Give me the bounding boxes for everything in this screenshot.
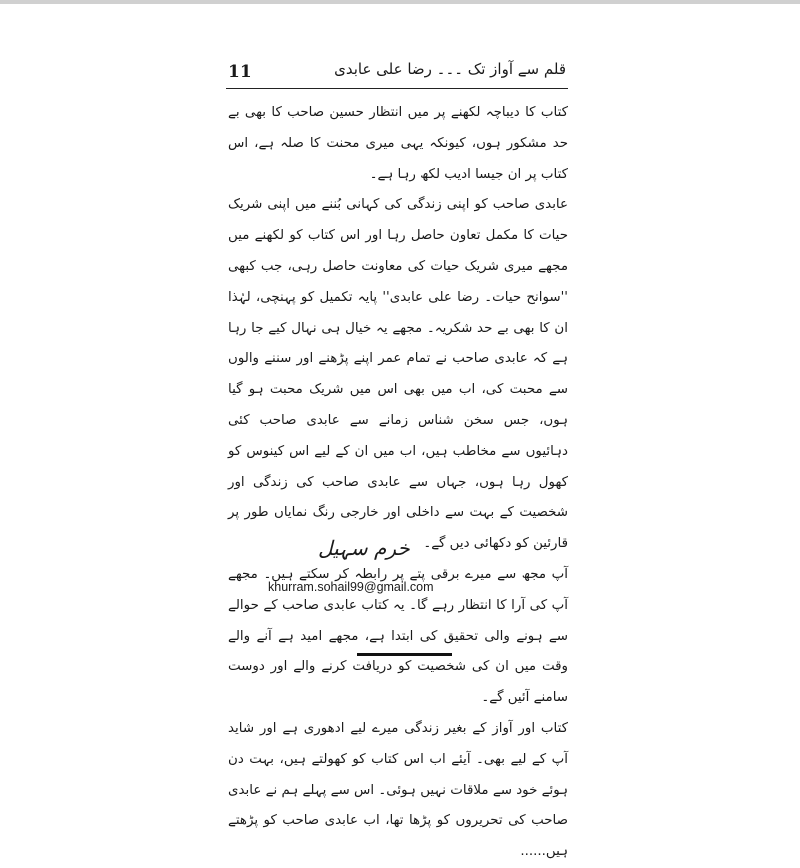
page-top-border xyxy=(0,0,800,4)
end-divider xyxy=(357,653,452,656)
running-header: قلم سے آواز تک ۔۔۔ رضا علی عابدی xyxy=(334,60,566,78)
paragraph: آپ مجھ سے میرے برقی پتے پر رابطہ کر سکتے ہیں۔ مجھے آپ کی آرا کا انتظار رہے گا۔ یہ کتاب عابدی صاحب کے حوالے سے ہونے والی تحقیق کی ابتدا ہے، مجھے امید ہے آنے والے وقت میں ان کی شخصیت کو دریافت کرنے والے اور دوست سامنے آئیں گے۔ xyxy=(228,566,568,706)
page-number: 11 xyxy=(228,62,252,82)
header-divider xyxy=(226,88,568,89)
paragraph: کتاب اور آواز کے بغیر زندگی میرے لیے ادھوری ہے اور شاید آپ کے لیے بھی۔ آیئے اب اس کتاب کو کھولتے ہیں، بہت دن ہوئے خود سے ملاقات نہیں ہوئی۔ اس سے پہلے ہم نے عابدی صاحب کی تحریروں کو پڑھا تھا، اب عابدی صاحب کو پڑھتے ہیں...... xyxy=(228,720,568,860)
paragraph: کتاب کا دیباچہ لکھنے پر میں انتظار حسین صاحب کا بھی بے حد مشکور ہوں، کیونکہ یہی میری محنت کا صلہ ہے، اس کتاب پر ان جیسا ادیب لکھ رہا ہے۔ xyxy=(228,105,568,182)
body-text xyxy=(228,98,568,868)
paragraph: عابدی صاحب کو اپنی زندگی کی کہانی بُننے میں اپنی شریک حیات کا مکمل تعاون حاصل رہا اور اس کتاب کو لکھنے میں مجھے میری شریک حیات کی معاونت حاصل رہی، جب کبھی ''سوانح حیات۔ رضا علی عابدی'' پایہ تکمیل کو پہنچی، لہٰذا ان کا بھی بے حد شکریہ۔ مجھے یہ خیال ہی نہال کیے جا رہا ہے کہ عابدی صاحب نے تمام عمر اپنے پڑھنے اور سننے والوں سے محبت کی، اب میں بھی اس میں شریک محبت ہو گیا ہوں، جس سخن شناس زمانے سے عابدی صاحب کئی دہائیوں سے مخاطب ہیں، اب میں ان کے لیے اس کینوس کو کھول رہا ہوں، جہاں سے عابدی صاحب کی زندگی اور شخصیت کے بہت سے داخلی اور خارجی رنگ نمایاں طور پر قارئین کو دکھائی دیں گے۔ xyxy=(228,197,568,552)
author-email: khurram.sohail99@gmail.com xyxy=(268,580,434,594)
author-signature: خرم سہیل xyxy=(318,536,410,560)
